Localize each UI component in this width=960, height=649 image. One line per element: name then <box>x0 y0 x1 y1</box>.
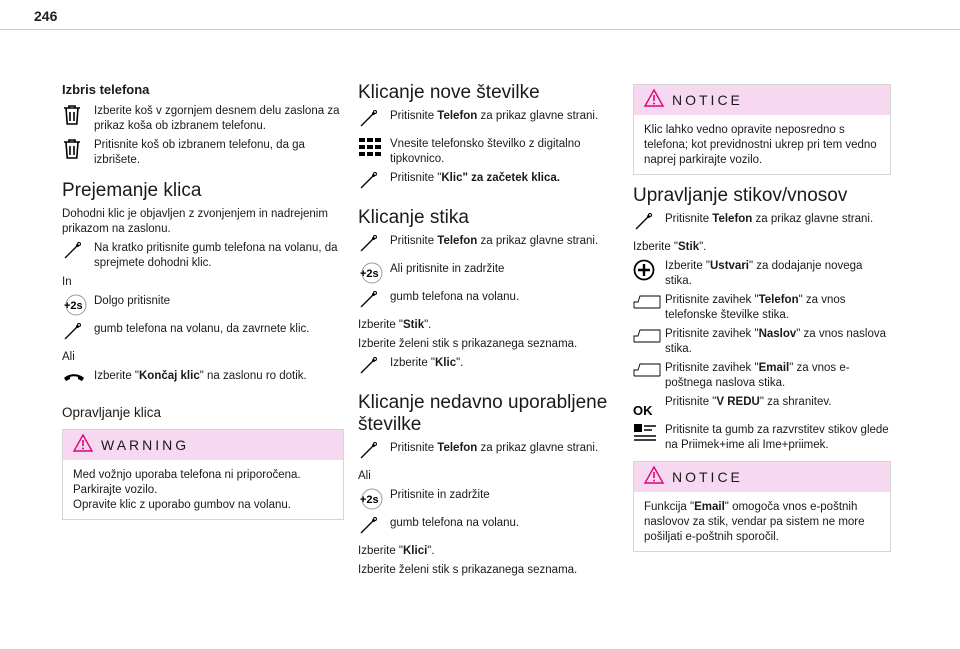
step-receive-4-text: Izberite "Končaj klic" na zaslonu ro dotik. <box>94 370 307 382</box>
heading-manage-contacts: Upravljanje stikov/vnosov <box>633 185 848 206</box>
finger-touch-icon <box>358 109 388 133</box>
warning-triangle-icon <box>73 434 93 457</box>
add-circle-icon <box>633 259 663 283</box>
ok-icon: OK <box>633 403 653 418</box>
finger-touch-icon <box>358 171 388 195</box>
step-recent-3-text: gumb telefona na volanu. <box>390 517 520 529</box>
svg-text:+2s: +2s <box>64 300 83 312</box>
step-recent-1 <box>358 441 616 465</box>
step-contact-4-text: Izberite "Klic". <box>390 357 464 369</box>
heading-new-number: Klicanje nove številke <box>358 82 540 103</box>
step-receive-3-text: gumb telefona na volanu, da zavrnete klic. <box>94 323 310 335</box>
steering-phone-button-icon <box>358 488 388 512</box>
heading-delete-phone: Izbris telefona <box>62 82 150 97</box>
step-contact-1-text: Pritisnite Telefon za prikaz glavne strani. <box>390 235 599 247</box>
heading-call-contact: Klicanje stika <box>358 207 469 228</box>
step-delete-2 <box>62 138 344 168</box>
step-mc-save <box>633 395 891 419</box>
contact-select-1: Izberite "Stik". <box>358 319 432 331</box>
step-mc-tab-email-text: Pritisnite zavihek "Email" za vnos e-poštnega naslova stika. <box>665 362 850 389</box>
step-mc-1-text: Pritisnite Telefon za prikaz glavne strani. <box>665 213 874 225</box>
step-receive-1 <box>62 241 344 271</box>
step-delete-1-text: Izberite koš v zgornjem desnem delu zaslona za prikaz koša ob izbranem telefonu. <box>94 105 340 132</box>
step-mc-sort <box>633 423 891 453</box>
column-3 <box>633 82 891 562</box>
step-recent-2 <box>358 488 616 512</box>
step-contact-2-text: Ali pritisnite in zadržite <box>390 263 505 275</box>
step-contact-4 <box>358 356 616 380</box>
step-contact-1 <box>358 234 616 258</box>
finger-touch-icon <box>62 322 92 346</box>
step-mc-tab-email <box>633 361 891 391</box>
steering-phone-button-icon <box>62 294 92 318</box>
warning-title: WARNING <box>101 436 190 453</box>
step-mc-tab-phone-text: Pritisnite zavihek "Telefon" za vnos telefonske številke stika. <box>665 294 846 321</box>
recent-select-1: Izberite "Klici". <box>358 545 435 557</box>
tab-icon <box>633 327 663 351</box>
notice-2-header <box>634 462 890 492</box>
step-contact-3 <box>358 290 616 314</box>
finger-touch-icon <box>633 212 663 236</box>
finger-touch-icon <box>358 356 388 380</box>
step-new-3-text: Pritisnite "Klic" za začetek klica. <box>390 172 560 184</box>
step-mc-save-text: Pritisnite "V REDU" za shranitev. <box>665 396 832 408</box>
svg-text:+2s: +2s <box>360 494 379 506</box>
trash-icon <box>62 138 92 162</box>
heading-receive-call: Prejemanje klica <box>62 180 202 201</box>
warning-body <box>63 460 343 519</box>
step-contact-3-text: gumb telefona na volanu. <box>390 291 520 303</box>
step-contact-2 <box>358 262 616 286</box>
finger-touch-icon <box>358 441 388 465</box>
step-new-3 <box>358 171 616 195</box>
recent-ali-label: Ali <box>358 470 371 482</box>
step-mc-add <box>633 259 891 289</box>
column-2 <box>358 82 616 582</box>
steering-phone-button-icon <box>358 262 388 286</box>
svg-text:+2s: +2s <box>360 268 379 280</box>
header-rule <box>0 29 960 30</box>
step-receive-3 <box>62 322 344 346</box>
warning-triangle-icon <box>644 466 664 489</box>
recent-select-2: Izberite želeni stik s prikazanega seznama. <box>358 564 578 576</box>
finger-touch-icon <box>358 290 388 314</box>
step-recent-2-text: Pritisnite in zadržite <box>390 489 490 501</box>
step-mc-1 <box>633 212 891 236</box>
step-delete-1 <box>62 104 344 134</box>
step-mc-add-text: Izberite "Ustvari" za dodajanje novega stika. <box>665 260 863 287</box>
step-receive-2 <box>62 294 344 318</box>
step-new-2-text: Vnesite telefonsko številko z digitalno tipkovnico. <box>390 138 581 165</box>
step-mc-sort-text: Pritisnite ta gumb za razvrstitev stikov glede na Priimek+ime ali Ime+priimek. <box>665 424 889 451</box>
heading-manage-call: Opravljanje klica <box>62 405 162 420</box>
step-new-2 <box>358 137 616 167</box>
end-call-icon <box>62 369 92 393</box>
notice-box-2 <box>633 461 891 552</box>
tab-icon <box>633 293 663 317</box>
warning-box <box>62 429 344 520</box>
trash-icon <box>62 104 92 128</box>
warning-header <box>63 430 343 460</box>
step-receive-4 <box>62 369 344 393</box>
finger-touch-icon <box>358 516 388 540</box>
step-mc-tab-address <box>633 327 891 357</box>
notice-1-header <box>634 85 890 115</box>
step-mc-tab-phone <box>633 293 891 323</box>
sort-contacts-icon <box>633 423 663 447</box>
receive-intro: Dohodni klic je objavljen z zvonjenjem in nadrejenim prikazom na zaslonu. <box>62 208 328 235</box>
step-receive-2-text: Dolgo pritisnite <box>94 295 171 307</box>
warning-line-3: Opravite klic z uporabo gumbov na volanu. <box>73 499 291 511</box>
tab-icon <box>633 361 663 385</box>
warning-line-1: Med vožnjo uporaba telefona ni priporočena. <box>73 469 301 481</box>
step-receive-1-text: Na kratko pritisnite gumb telefona na volanu, da sprejmete dohodni klic. <box>94 242 338 269</box>
notice-box-1 <box>633 84 891 175</box>
mc-select-contact: Izberite "Stik". <box>633 241 707 253</box>
finger-touch-icon <box>358 234 388 258</box>
heading-recent-number: Klicanje nedavno uporabljene številke <box>358 392 608 435</box>
in-label: In <box>62 276 72 288</box>
step-new-1-text: Pritisnite Telefon za prikaz glavne strani. <box>390 110 599 122</box>
warning-line-2: Parkirajte vozilo. <box>73 484 158 496</box>
step-recent-1-text: Pritisnite Telefon za prikaz glavne strani. <box>390 442 599 454</box>
notice-2-title: NOTICE <box>672 468 743 485</box>
contact-select-2: Izberite želeni stik s prikazanega seznama. <box>358 338 578 350</box>
step-mc-tab-address-text: Pritisnite zavihek "Naslov" za vnos naslova stika. <box>665 328 887 355</box>
finger-touch-icon <box>62 241 92 265</box>
notice-2-body: Funkcija "Email" omogoča vnos e-poštnih naslovov za stik, vendar pa sistem ne more pošiljati e-poštnih sporočil. <box>644 501 865 543</box>
notice-1-body: Klic lahko vedno opravite neposredno s telefona; kot previdnostni ukrep pri tem vedno naprej parkirajte vozilo. <box>644 124 877 166</box>
notice-1-title: NOTICE <box>672 91 743 108</box>
warning-triangle-icon <box>644 89 664 112</box>
step-delete-2-text: Pritisnite koš ob izbranem telefonu, da ga izbrišete. <box>94 139 305 166</box>
page-number: 246 <box>34 8 58 24</box>
column-1 <box>62 82 344 530</box>
step-recent-3 <box>358 516 616 540</box>
keypad-icon <box>358 137 388 161</box>
ali-label: Ali <box>62 351 75 363</box>
step-new-1 <box>358 109 616 133</box>
